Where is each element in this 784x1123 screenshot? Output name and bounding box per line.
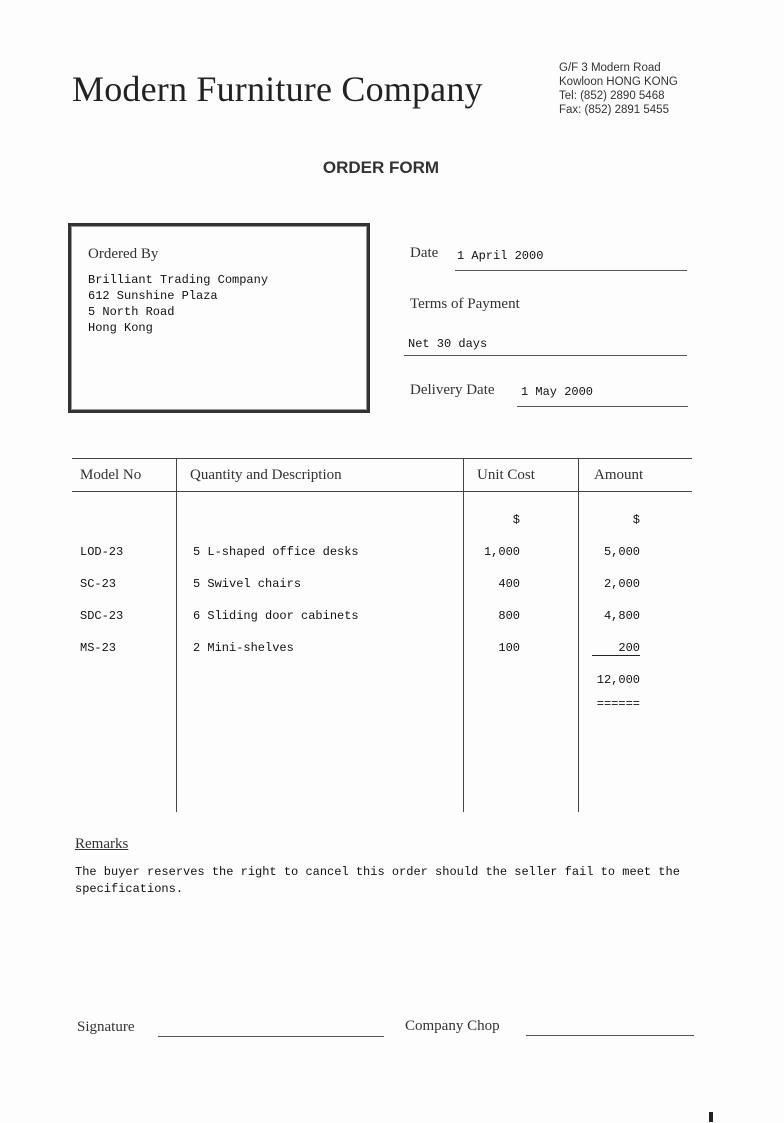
header-model-no: Model No xyxy=(80,467,142,483)
signature-label: Signature xyxy=(77,1019,135,1035)
amount-cell: 5,000 xyxy=(603,545,640,559)
amount-cell: 200 xyxy=(618,641,640,655)
date-value: 1 April 2000 xyxy=(457,249,544,263)
address-line: Kowloon HONG KONG xyxy=(559,76,678,88)
unit-cost-cell: 1,000 xyxy=(483,545,520,559)
column-divider xyxy=(463,458,464,812)
terms-label: Terms of Payment xyxy=(410,296,520,312)
subtotal-rule xyxy=(592,655,640,656)
remarks-text: The buyer reserves the right to cancel this order should the seller fail to meet the specifications. xyxy=(75,865,680,896)
address-line: G/F 3 Modern Road xyxy=(559,62,661,74)
unit-cost-cell: 800 xyxy=(498,609,520,623)
terms-value: Net 30 days xyxy=(408,337,488,351)
delivery-date-value: 1 May 2000 xyxy=(521,385,594,399)
date-label: Date xyxy=(410,245,439,261)
column-divider xyxy=(578,458,579,812)
total-double-rule: ====== xyxy=(596,697,640,711)
company-chop-line xyxy=(526,1035,694,1036)
buyer-name: Brilliant Trading Company xyxy=(88,273,269,287)
phone-line: Tel: (852) 2890 5468 xyxy=(559,90,665,102)
date-underline xyxy=(455,270,687,271)
currency-symbol: $ xyxy=(512,513,520,527)
currency-symbol: $ xyxy=(632,513,640,527)
model-no-cell: LOD-23 xyxy=(80,545,124,559)
description-cell: 5 Swivel chairs xyxy=(193,577,302,591)
header-unit-cost: Unit Cost xyxy=(477,467,535,483)
column-divider xyxy=(176,458,177,812)
fax-line: Fax: (852) 2891 5455 xyxy=(559,104,669,116)
buyer-address-line: 612 Sunshine Plaza xyxy=(88,289,218,303)
model-no-cell: MS-23 xyxy=(80,641,117,655)
model-no-cell: SC-23 xyxy=(80,577,117,591)
form-title: ORDER FORM xyxy=(322,158,440,177)
model-no-cell: SDC-23 xyxy=(80,609,124,623)
terms-underline xyxy=(404,355,687,356)
company-name: Modern Furniture Company xyxy=(72,69,483,109)
remarks-label: Remarks xyxy=(75,836,129,852)
buyer-address-line: 5 North Road xyxy=(88,305,175,319)
unit-cost-cell: 100 xyxy=(498,641,520,655)
header-description: Quantity and Description xyxy=(190,467,342,483)
ordered-by-label: Ordered By xyxy=(88,246,159,262)
delivery-underline xyxy=(517,406,688,407)
total-amount: 12,000 xyxy=(596,673,640,687)
company-chop-label: Company Chop xyxy=(405,1018,500,1034)
description-cell: 2 Mini-shelves xyxy=(193,641,294,655)
amount-cell: 2,000 xyxy=(603,577,640,591)
amount-cell: 4,800 xyxy=(603,609,640,623)
signature-line xyxy=(158,1036,384,1037)
description-cell: 5 L-shaped office desks xyxy=(193,545,359,559)
description-cell: 6 Sliding door cabinets xyxy=(193,609,359,623)
delivery-date-label: Delivery Date xyxy=(410,382,495,398)
buyer-address xyxy=(88,272,268,336)
header-amount: Amount xyxy=(594,467,644,483)
company-address xyxy=(559,61,678,117)
table-header-rule xyxy=(72,491,692,492)
page-mark xyxy=(709,1112,713,1122)
buyer-address-line: Hong Kong xyxy=(88,321,153,335)
table-top-rule xyxy=(72,458,692,459)
unit-cost-cell: 400 xyxy=(498,577,520,591)
